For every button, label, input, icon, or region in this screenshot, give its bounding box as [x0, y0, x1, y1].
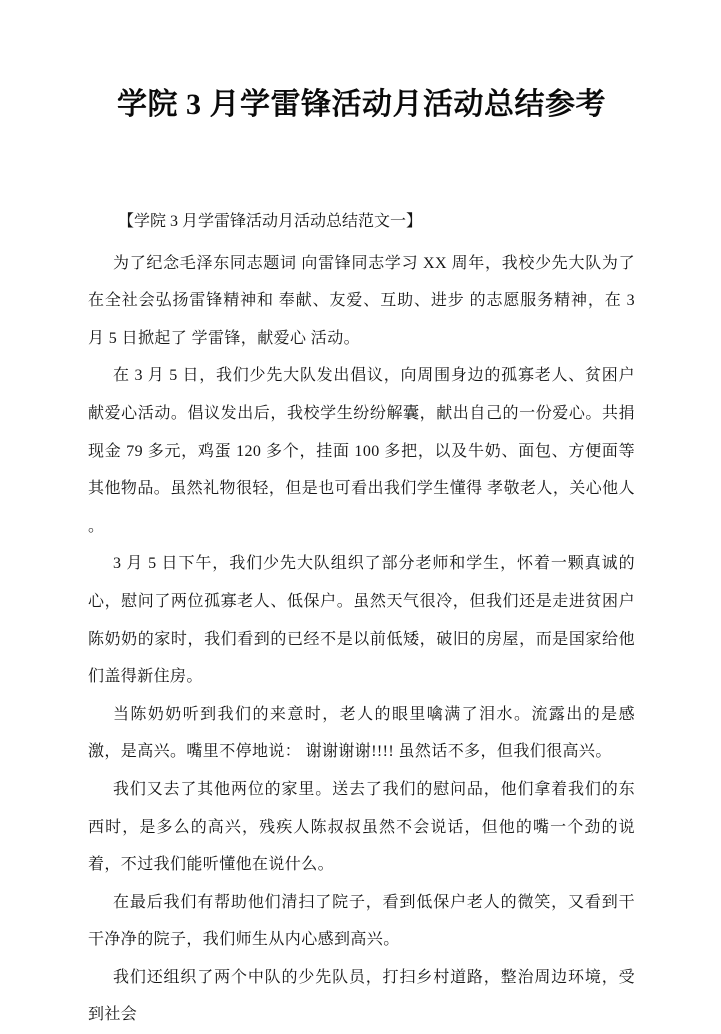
- document-title: 学院 3 月学雷锋活动月活动总结参考: [117, 88, 606, 121]
- paragraph-7: 我们还组织了两个中队的少先队员，打扫乡村道路，整治周边环境，受到社会: [88, 968, 635, 1024]
- paragraph-6: 在最后我们有帮助他们清扫了院子，看到低保户老人的微笑，又看到干干净净的院子，我们师生从内心感到高兴。: [88, 893, 635, 949]
- paragraph-1: 为了纪念毛泽东同志题词 向雷锋同志学习 XX 周年，我校少先大队为了在全社会弘扬雷锋精神和 奉献、友爱、互助、进步 的志愿服务精神，在 3 月 5 日掀起了 学雷锋，献爱心 活动。: [88, 254, 635, 347]
- paragraph-3: 3 月 5 日下午，我们少先大队组织了部分老师和学生，怀着一颗真诚的心，慰问了两位孤寡老人、低保户。虽然天气很冷，但我们还是走进贫困户陈奶奶的家时，我们看到的已经不是以前低矮，破旧的房屋，而是国家给他们盖得新住房。: [88, 555, 635, 686]
- paragraph-2: 在 3 月 5 日，我们少先大队发出倡议，向周围身边的孤寡老人、贫困户献爱心活动。倡议发出后，我校学生纷纷解囊，献出自己的一份爱心。共捐现金 79 多元，鸡蛋 120 多个，挂面 100 多把，以及牛奶、面包、方便面等其他物品。虽然礼物很轻，但是也可看出我们学生懂得 孝敬老人，关心他人 。: [88, 367, 635, 535]
- section-heading: 【学院 3 月学雷锋活动月活动总结范文一】: [118, 213, 423, 230]
- paragraph-4: 当陈奶奶听到我们的来意时，老人的眼里噙满了泪水。流露出的是感激，是高兴。嘴里不停地说： 谢谢谢谢!!!! 虽然话不多，但我们很高兴。: [88, 705, 635, 761]
- paragraph-5: 我们又去了其他两位的家里。送去了我们的慰问品，他们拿着我们的东西时，是多么的高兴，残疾人陈叔叔虽然不会说话，但他的嘴一个劲的说着，不过我们能听懂他在说什么。: [88, 780, 635, 874]
